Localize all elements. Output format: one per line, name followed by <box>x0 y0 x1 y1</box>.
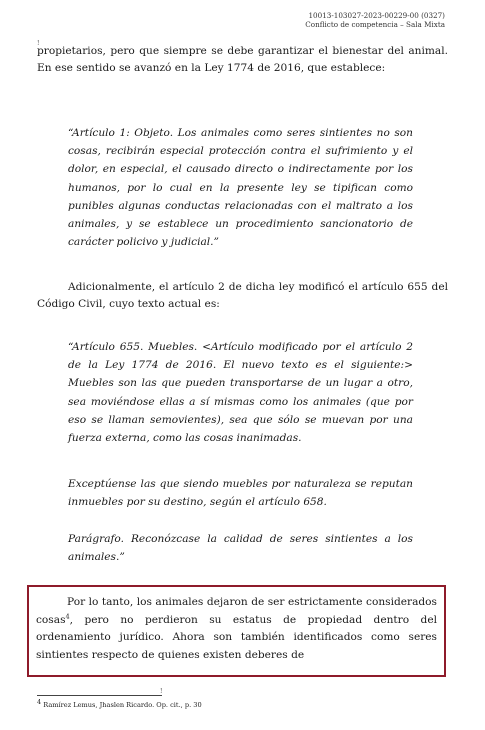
case-number: 10013-103027-2023-00229-00 (0327) <box>308 11 445 20</box>
conclusion-text-end: , pero no perdieron su estatus de propiedad dentro del ordenamiento jurídico. Ahora son también identificados como seres sintientes respecto de quienes existen deberes de <box>36 613 437 661</box>
quote-article-1: “Artículo 1: Objeto. Los animales como seres sintientes no son cosas, recibirán especial protección contra el sufrimiento y el dolor, en especial, el causado directo o indirectamente por los humanos, por lo cual en la presente ley se tipifican como punibles algunas conductas relacionadas con el maltrato a los animales, y se establece un procedimiento sancionatorio de carácter policivo y judicial.” <box>68 127 413 249</box>
paragraph-article-2: Adicionalmente, el artículo 2 de dicha ley modificó el artículo 655 del Código Civil, cuyo texto actual es: <box>37 281 448 311</box>
paragraph-intro: propietarios, pero que siempre se debe garantizar el bienestar del animal. En ese sentido se avanzó en la Ley 1774 de 2016, que establece: <box>37 45 448 75</box>
quote-exception: Exceptúense las que siendo muebles por naturaleza se reputan inmuebles por su destino, según el artículo 658. <box>68 478 413 509</box>
page-header <box>305 11 445 29</box>
footnote-mark: ! <box>160 688 163 695</box>
conclusion-text-start: Por lo tanto, los animales dejaron de ser estrictamente considerados cosas <box>36 596 437 626</box>
footnote-text: Ramírez Lemus, Jhaslen Ricardo. Op. cit., p. 30 <box>41 701 202 709</box>
margin-mark: ! <box>37 40 40 47</box>
footnote-separator <box>37 695 162 696</box>
footnote-number: 4 <box>37 697 42 706</box>
footnote-reference[interactable]: 4 <box>65 612 70 621</box>
footnote <box>37 697 202 709</box>
quote-article-655: “Artículo 655. Muebles. <Artículo modificado por el artículo 2 de la Ley 1774 de 2016. El nuevo texto es el siguiente:> Muebles son las que pueden transportarse de un lugar a otro, sea moviéndose ellas a sí mismas como los animales (que por eso se llaman semovientes), sea que sólo se muevan por una fuerza externa, como las cosas inanimadas. <box>68 341 413 445</box>
case-subject: Conflicto de competencia – Sala Mixta <box>305 20 445 29</box>
paragraph-conclusion <box>36 594 437 664</box>
quote-paragraph: Parágrafo. Reconózcase la calidad de seres sintientes a los animales.” <box>68 533 413 564</box>
